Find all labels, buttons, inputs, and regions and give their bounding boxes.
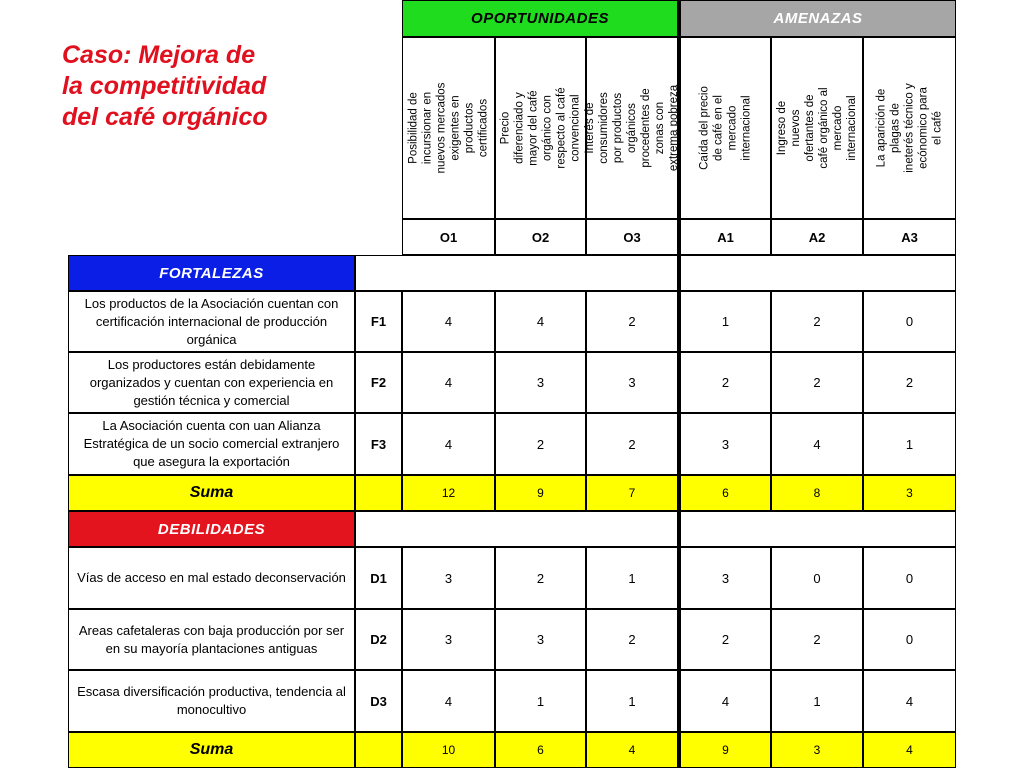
cell-d2-o2: 3 <box>495 609 586 670</box>
cell-d2-o3: 2 <box>586 609 678 670</box>
sum-d-o3: 4 <box>586 732 678 768</box>
cell-d3-o2: 1 <box>495 670 586 732</box>
cell-f1-o1: 4 <box>402 291 495 352</box>
sum-f-o1: 12 <box>402 475 495 511</box>
sum-code-debilidades <box>355 732 402 768</box>
row-desc-f1: Los productos de la Asociación cuentan con certificación internacional de producción orgánica <box>68 291 355 352</box>
column-desc-o3 <box>586 37 678 219</box>
cell-d3-a1: 4 <box>678 670 771 732</box>
row-code-d1: D1 <box>355 547 402 609</box>
section-debilidades: DEBILIDADES <box>68 511 355 547</box>
cell-f1-a2: 2 <box>771 291 863 352</box>
page-title <box>62 40 268 133</box>
row-desc-d2: Areas cafetaleras con baja producción por ser en su mayoría plantaciones antiguas <box>68 609 355 670</box>
sum-f-o3: 7 <box>586 475 678 511</box>
sum-f-a2: 8 <box>771 475 863 511</box>
cell-d2-a2: 2 <box>771 609 863 670</box>
section-debilidades-blank-opp <box>355 511 678 547</box>
sum-d-a3: 4 <box>863 732 956 768</box>
cell-d2-o1: 3 <box>402 609 495 670</box>
column-desc-a2 <box>771 37 863 219</box>
sum-label-debilidades: Suma <box>68 732 355 768</box>
section-fortalezas-blank-opp <box>355 255 678 291</box>
cell-d1-a2: 0 <box>771 547 863 609</box>
title-line-3: del café orgánico <box>62 103 268 131</box>
column-code-o3: O3 <box>586 219 678 255</box>
column-desc-a1 <box>678 37 771 219</box>
cell-f1-o3: 2 <box>586 291 678 352</box>
title-line-2: la competitividad <box>62 72 267 100</box>
cell-d1-a3: 0 <box>863 547 956 609</box>
column-code-o1: O1 <box>402 219 495 255</box>
cell-f2-a2: 2 <box>771 352 863 413</box>
column-desc-o1 <box>402 37 495 219</box>
column-code-o2: O2 <box>495 219 586 255</box>
cell-d1-o1: 3 <box>402 547 495 609</box>
sum-f-a1: 6 <box>678 475 771 511</box>
cell-f2-o3: 3 <box>586 352 678 413</box>
row-code-f2: F2 <box>355 352 402 413</box>
cell-d3-o3: 1 <box>586 670 678 732</box>
cell-d1-o3: 1 <box>586 547 678 609</box>
cell-d2-a1: 2 <box>678 609 771 670</box>
section-fortalezas: FORTALEZAS <box>68 255 355 291</box>
row-code-f3: F3 <box>355 413 402 475</box>
cell-d3-a2: 1 <box>771 670 863 732</box>
cell-d3-a3: 4 <box>863 670 956 732</box>
section-fortalezas-blank-ame <box>678 255 956 291</box>
sum-f-o2: 9 <box>495 475 586 511</box>
cell-d3-o1: 4 <box>402 670 495 732</box>
cell-d2-a3: 0 <box>863 609 956 670</box>
column-code-a1: A1 <box>678 219 771 255</box>
header-threats: AMENAZAS <box>678 0 956 37</box>
column-desc-o1-text: Posibilidad de incursionar en nuevos mercados exigentes en productos certificados <box>407 82 490 174</box>
row-desc-d3: Escasa diversificación productiva, tendencia al monocultivo <box>68 670 355 732</box>
cell-f1-a3: 0 <box>863 291 956 352</box>
row-code-f1: F1 <box>355 291 402 352</box>
column-desc-o2-text: Precio diferenciado y mayor del café orgánico con respecto al café convencional <box>499 87 582 169</box>
cell-f3-a1: 3 <box>678 413 771 475</box>
column-desc-o3-text: Interés de consumidores por productos orgánicos procedentes de zonas con extrema pobreza <box>584 84 680 172</box>
sum-label-fortalezas: Suma <box>68 475 355 511</box>
row-desc-f2: Los productores están debidamente organizados y cuentan con experiencia en gestión técnica y comercial <box>68 352 355 413</box>
cell-d1-a1: 3 <box>678 547 771 609</box>
sum-code-fortalezas <box>355 475 402 511</box>
row-desc-f3: La Asociación cuenta con uan Alianza Estratégica de un socio comercial extranjero que asegura la exportación <box>68 413 355 475</box>
sum-d-a1: 9 <box>678 732 771 768</box>
row-code-d3: D3 <box>355 670 402 732</box>
column-desc-a2-text: Ingreso de nuevos ofertantes de café orgánico al mercado internacional <box>776 87 858 169</box>
column-desc-a1-text: Caída del precio de café en el mercado internacional <box>698 86 753 170</box>
cell-f1-o2: 4 <box>495 291 586 352</box>
cell-f3-a2: 4 <box>771 413 863 475</box>
row-code-d2: D2 <box>355 609 402 670</box>
column-desc-a3-text: La aparición de plagas de ineterés técnico y ecónomico para el café <box>875 83 944 173</box>
cell-f3-a3: 1 <box>863 413 956 475</box>
cell-d1-o2: 2 <box>495 547 586 609</box>
title-line-1: Caso: Mejora de <box>62 41 256 69</box>
cell-f3-o3: 2 <box>586 413 678 475</box>
sum-d-o1: 10 <box>402 732 495 768</box>
header-opportunities: OPORTUNIDADES <box>402 0 678 37</box>
section-debilidades-blank-ame <box>678 511 956 547</box>
cell-f2-o2: 3 <box>495 352 586 413</box>
column-desc-o2 <box>495 37 586 219</box>
cell-f2-a1: 2 <box>678 352 771 413</box>
cell-f1-a1: 1 <box>678 291 771 352</box>
column-desc-a3 <box>863 37 956 219</box>
column-code-a3: A3 <box>863 219 956 255</box>
cell-f2-o1: 4 <box>402 352 495 413</box>
row-desc-d1: Vías de acceso en mal estado deconservación <box>68 547 355 609</box>
sum-d-o2: 6 <box>495 732 586 768</box>
cell-f3-o1: 4 <box>402 413 495 475</box>
sum-d-a2: 3 <box>771 732 863 768</box>
cell-f2-a3: 2 <box>863 352 956 413</box>
column-code-a2: A2 <box>771 219 863 255</box>
sum-f-a3: 3 <box>863 475 956 511</box>
cell-f3-o2: 2 <box>495 413 586 475</box>
